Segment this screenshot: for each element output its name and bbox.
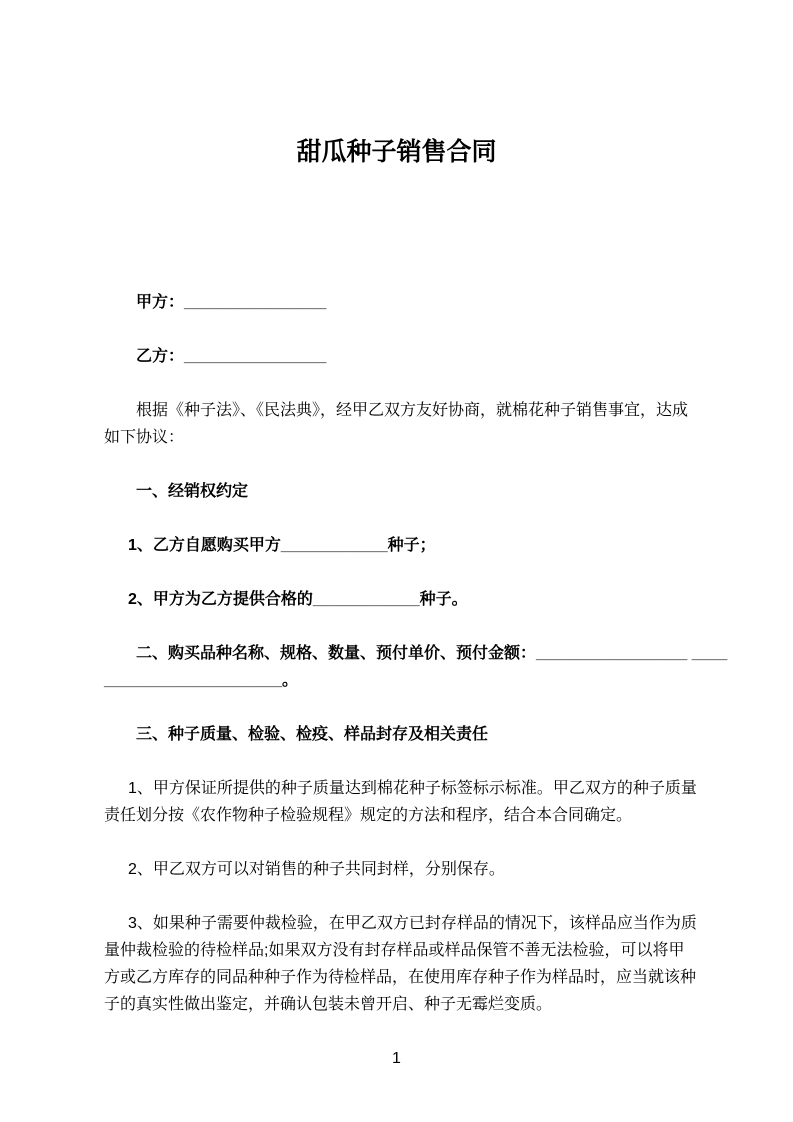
section-3-item-3-line-2: 量仲裁检验的待检样品;如果双方没有封存样品或样品保管不善无法检验，可以将甲: [104, 942, 685, 959]
section-3-heading-text: 三、种子质量、检验、检疫、样品封存及相关责任: [136, 726, 489, 743]
section-3-item-3: [104, 910, 697, 1018]
section-3-heading: [104, 721, 689, 748]
party-b-line: [104, 343, 689, 370]
section-3-item-3-line-1: 3、如果种子需要仲裁检验，在甲乙双方已封存样品的情况下，该样品应当作为质: [128, 915, 697, 932]
section-3-item-2: [104, 856, 689, 883]
preamble-line-1: 根据《种子法》、《民法典》，经甲乙双方友好协商，就棉花种子销售事宜，达成: [136, 402, 689, 419]
document-title: 甜瓜种子销售合同: [296, 138, 497, 166]
section-3-item-2-text: 2、甲乙双方可以对销售的种子共同封样，分别保存。: [128, 861, 505, 878]
section-3-item-3-line-3: 方或乙方库存的同品种种子作为待检样品，在使用库存种子作为样品时，应当就该种: [104, 969, 697, 986]
section-1-heading: [104, 478, 689, 505]
section-1-item-2-text: 2、甲方为乙方提供合格的____________种子。: [128, 591, 468, 608]
party-a-blank: 甲方：________________: [136, 294, 327, 311]
section-3-item-1-line-2: 责任划分按《农作物种子检验规程》规定的方法和程序，结合本合同确定。: [104, 807, 633, 824]
section-2-heading-line-1: 二、购买品种名称、规格、数量、预付单价、预付金额：_________________ ____: [136, 645, 728, 662]
section-2-heading-line-2: ____________________。: [104, 672, 298, 689]
page-number: 1: [392, 1050, 401, 1067]
preamble-line-2: 如下协议：: [104, 429, 185, 446]
section-1-item-2: [104, 586, 689, 613]
section-2-heading: [104, 640, 728, 694]
section-1-item-1-text: 1、乙方自愿购买甲方____________种子；: [128, 537, 436, 554]
section-3-item-1: [104, 775, 697, 829]
preamble-paragraph: [104, 397, 689, 451]
party-b-blank: 乙方：________________: [136, 348, 327, 365]
section-1-heading-text: 一、经销权约定: [136, 483, 249, 500]
section-3-item-3-line-4: 子的真实性做出鉴定，并确认包装未曾开启、种子无霉烂变质。: [104, 996, 553, 1013]
party-a-line: [104, 289, 689, 316]
section-1-item-1: [104, 532, 689, 559]
section-3-item-1-line-1: 1、甲方保证所提供的种子质量达到棉花种子标签标示标准。甲乙双方的种子质量: [128, 780, 697, 797]
